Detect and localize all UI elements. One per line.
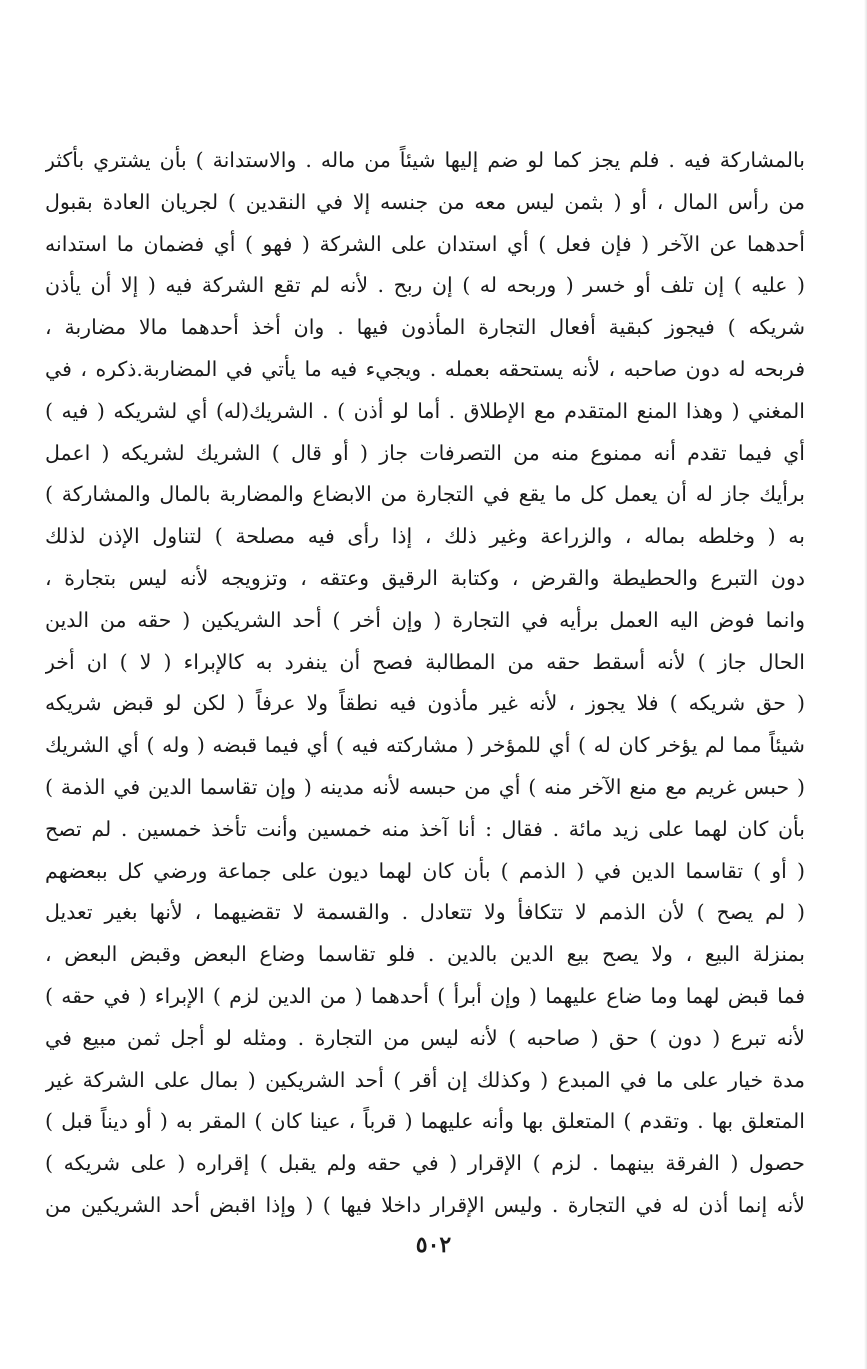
text-line-23: مدة خيار على ما في المبدع ( وكذلك إن أقر ) أحد الشريكين ( بمال على الشركة غير bbox=[45, 1067, 805, 1092]
text-line-15: شيئاً مما لم يؤخر كان له ) أي للمؤخر ( مشاركته فيه ) أي فيما قبضه ( وله ) أي الشريك bbox=[45, 733, 805, 758]
text-line-12: وانما فوض اليه العمل برأيه في التجارة ( وإن أخر ) أحد الشريكين ( حقه من الدين bbox=[45, 607, 805, 632]
text-line-8: أي فيما تقدم أنه ممنوع منه من التصرفات جاز ( أو قال ) الشريك لشريكه ( اعمل bbox=[45, 440, 805, 465]
text-line-26: لأنه إنما أذن له في التجارة . وليس الإقرار داخلا فيها ) ( وإذا اقبض أحد الشريكين من bbox=[45, 1192, 805, 1217]
text-line-20: بمنزلة البيع ، ولا يصح بيع الدين بالدين . فلو تقاسما وضاع البعض وقبض البعض ، bbox=[45, 942, 805, 967]
text-line-21: فما قبض لهما وما ضاع عليهما ( وإن أبرأ ) أحدهما ( من الدين لزم ) الإبراء ( في حقه ) bbox=[45, 983, 805, 1008]
text-line-11: دون التبرع والحطيطة والقرض ، وكتابة الرقيق وعتقه ، وتزويجه لأنه ليس بتجارة ، bbox=[45, 565, 805, 590]
text-line-5: شريكه ) فيجوز كبقية أفعال التجارة المأذون فيها . وان أخذ أحدهما مالا مضاربة ، bbox=[45, 315, 805, 340]
text-line-18: ( أو ) تقاسما الدين في ( الذمم ) بأن كان لهما ديون على جماعة ورضي كل ببعضهم bbox=[45, 858, 805, 883]
text-line-1: بالمشاركة فيه . فلم يجز كما لو ضم إليها شيئاً من ماله . والاستدانة ) بأن يشتري بأكثر bbox=[45, 148, 805, 172]
text-line-4: ( عليه ) إن تلف أو خسر ( وربحه له ) إن ربح . لأنه لم تقع الشركة فيه ( إلا أن يأذن bbox=[45, 273, 805, 298]
text-line-19: ( لم يصح ) لأن الذمم لا تتكافأ ولا تتعادل . والقسمة لا تقضيهما ، لأنها بغير تعديل bbox=[45, 900, 805, 925]
text-line-10: به ( وخلطه بماله ، والزراعة وغير ذلك ، إذا رأى فيه مصلحة ) لتناول الإذن لذلك bbox=[45, 524, 805, 549]
text-line-25: حصول ( الفرقة بينهما . لزم ) الإقرار ( في حقه ولم يقبل ) إقراره ( على شريكه ) bbox=[45, 1151, 805, 1176]
text-line-3: أحدهما عن الآخر ( فإن فعل ) أي استدان على الشركة ( فهو ) أي فضمان ما استدانه bbox=[45, 231, 805, 256]
text-line-16: ( حبس غريم مع منع الآخر منه ) أي من حبسه لأنه مدينه ( وإن تقاسما الدين في الذمة ) bbox=[45, 774, 805, 799]
page-number: ٥٠٢ bbox=[415, 1232, 452, 1258]
text-line-17: بأن كان لهما على زيد مائة . فقال : أنا آخذ منه خمسين وأنت تأخذ خمسين . لم تصح bbox=[45, 816, 805, 841]
text-line-9: برأيك جاز له أن يعمل كل ما يقع في التجارة من الابضاع والمضاربة بالمال والمشاركة ) bbox=[45, 482, 805, 507]
text-line-14: ( حق شريكه ) فلا يجوز ، لأنه غير مأذون فيه نطقاً ولا عرفاً ( لكن لو قبض شريكه bbox=[45, 691, 805, 716]
text-line-22: لأنه تبرع ( دون ) حق ( صاحبه ) لأنه ليس من التجارة . ومثله لو أجل ثمن مبيع في bbox=[45, 1025, 805, 1050]
main-text-block bbox=[45, 140, 805, 1227]
text-line-13: الحال جاز ) لأنه أسقط حقه من المطالبة فصح أن ينفرد به كالإبراء ( لا ) ان أخر bbox=[45, 649, 805, 674]
text-line-2: من رأس المال ، أو ( بثمن ليس معه من جنسه إلا في النقدين ) لجريان العادة بقبول bbox=[45, 189, 805, 214]
text-line-7: المغني ( وهذا المنع المتقدم مع الإطلاق . أما لو أذن ) . الشريك(له) أي لشريكه ( فيه ) bbox=[45, 398, 805, 423]
text-line-6: فربحه له دون صاحبه ، لأنه يستحقه بعمله . ويجيء فيه ما يأتي في المضاربة.ذكره ، في bbox=[45, 356, 805, 381]
text-line-24: المتعلق بها . وتقدم ) المتعلق بها وأنه عليهما ( قرباً ، عينا كان ) المقر به ( أو ديناً قبل ) bbox=[45, 1109, 805, 1134]
